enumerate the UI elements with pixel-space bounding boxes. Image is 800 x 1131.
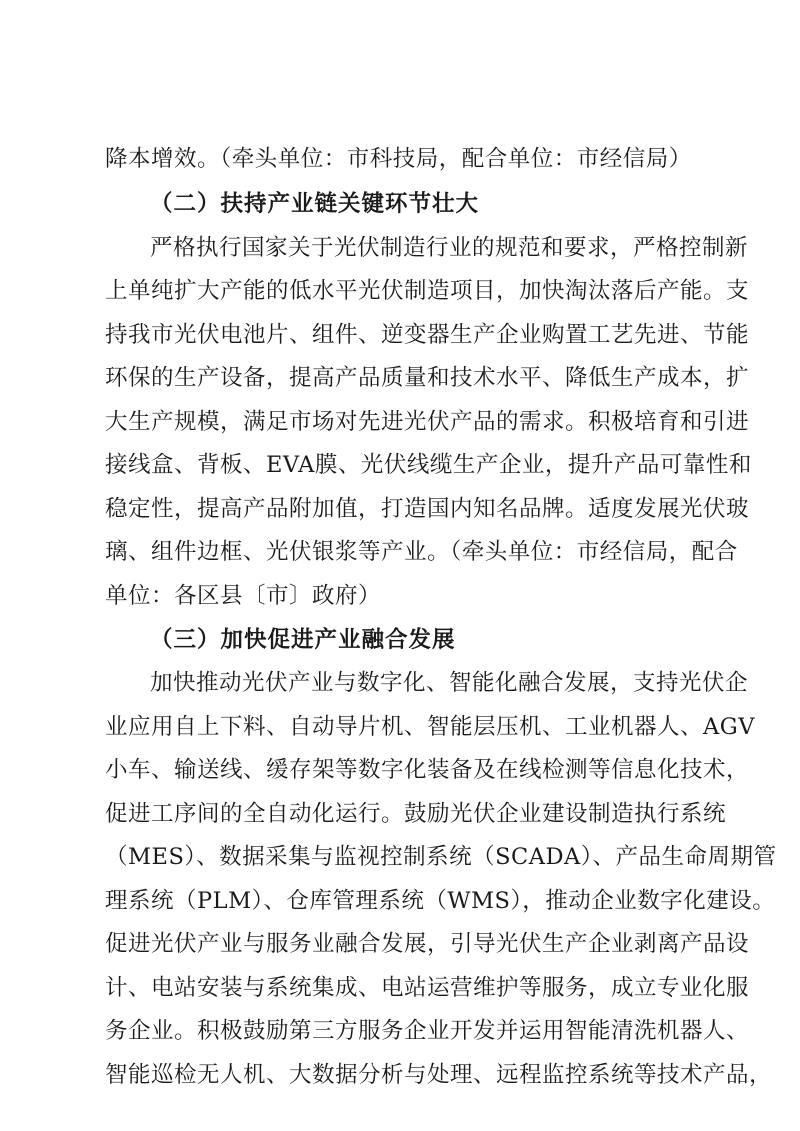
section-heading-2: （二）扶持产业链关键环节壮大 — [150, 191, 480, 217]
paragraph-line: 璃、组件边框、光伏银浆等产业。（牵头单位：市经信局，配合 — [105, 539, 738, 565]
paragraph-line: 促进光伏产业与服务业融合发展，引导光伏生产企业剥离产品设 — [105, 931, 750, 957]
paragraph-line: 降本增效。（牵头单位：市科技局，配合单位：市经信局） — [105, 146, 692, 172]
paragraph-line: 稳定性，提高产品附加值，打造国内知名品牌。适度发展光伏玻 — [105, 496, 750, 522]
paragraph-line: 促进工序间的全自动化运行。鼓励光伏企业建设制造执行系统 — [105, 801, 727, 827]
paragraph-line: 严格执行国家关于光伏制造行业的规范和要求，严格控制新 — [150, 235, 749, 261]
paragraph-line: 小车、输送线、缓存架等数字化装备及在线检测等信息化技术， — [105, 757, 750, 783]
paragraph-line: 环保的生产设备，提高产品质量和技术水平、降低生产成本，扩 — [105, 365, 750, 391]
paragraph-line: 计、电站安装与系统集成、电站运营维护等服务，成立专业化服 — [105, 975, 750, 1001]
section-heading-3: （三）加快促进产业融合发展 — [150, 627, 456, 653]
paragraph-line: 智能巡检无人机、大数据分析与处理、远程监控系统等技术产品， — [105, 1062, 773, 1088]
paragraph-line: 务企业。积极鼓励第三方服务企业开发并运用智能清洗机器人、 — [105, 1018, 750, 1044]
paragraph-line: 接线盒、背板、EVA膜、光伏线缆生产企业，提升产品可靠性和 — [105, 452, 752, 478]
paragraph-line: 单位：各区县〔市〕政府） — [105, 583, 382, 609]
paragraph-line: 持我市光伏电池片、组件、逆变器生产企业购置工艺先进、节能 — [105, 322, 750, 348]
paragraph-line: 业应用自上下料、自动导片机、智能层压机、工业机器人、AGV — [105, 714, 755, 740]
paragraph-line: 大生产规模，满足市场对先进光伏产品的需求。积极培育和引进 — [105, 409, 750, 435]
paragraph-line: 上单纯扩大产能的低水平光伏制造项目，加快淘汰落后产能。支 — [105, 278, 750, 304]
paragraph-line: 理系统（PLM）、仓库管理系统（WMS），推动企业数字化建设。 — [105, 888, 776, 914]
paragraph-line: 加快推动光伏产业与数字化、智能化融合发展，支持光伏企 — [150, 670, 749, 696]
paragraph-line: （MES）、数据采集与监视控制系统（SCADA）、产品生命周期管 — [105, 844, 777, 870]
